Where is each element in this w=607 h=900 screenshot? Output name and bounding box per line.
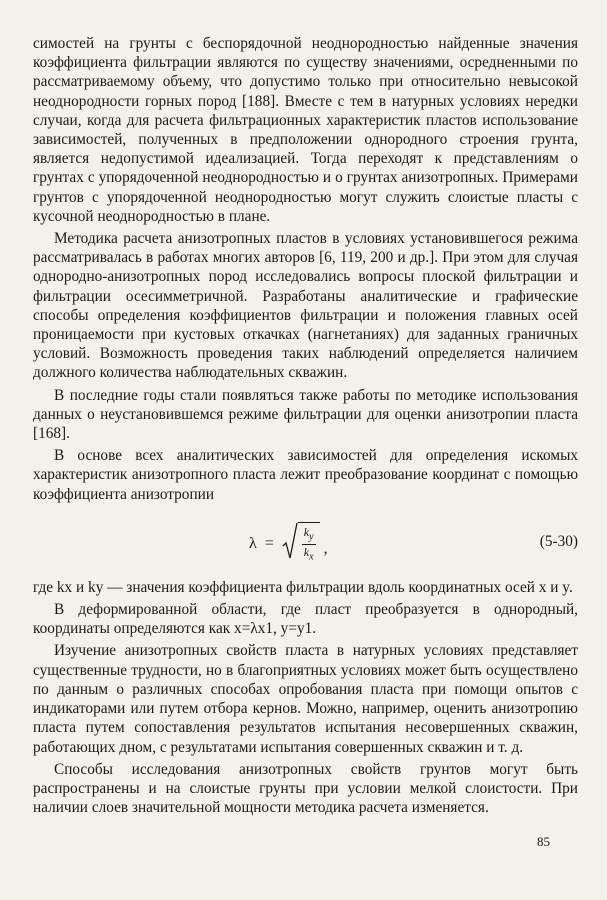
fraction [298, 522, 320, 565]
page-number: 85 [537, 834, 550, 849]
equation-5-30 [33, 510, 578, 574]
paragraph: Способы исследования анизотропных свойств грунтов могут быть распространены и на слоистые грунты при условии мелкой слоистости. При наличии слоев значительной мощности методика расчета изменяется. [33, 760, 578, 817]
formula-comma: , [323, 540, 328, 558]
body-text [33, 34, 578, 817]
paragraph: Изучение анизотропных свойств пласта в натурных условиях представляет существенные трудности, но в благоприятных условиях может быть осуществлено по данным о различных способах опробования пласта при помощи опытов с индикаторами или путем отбора кернов. Можно, например, оценить анизотропию пласта путем сопоставления результатов испытания несовершенных скважин, работающих дном, с результатами испытания совершенных скважин и т. д. [33, 642, 578, 756]
square-root [282, 522, 320, 565]
equation-number: (5-30) [539, 532, 578, 550]
paragraph: В основе всех аналитических зависимостей для определения искомых характеристик анизотропного пласта лежит преобразование координат с помощью коэффициента анизотропии [33, 447, 578, 503]
paragraph: симостей на грунты с беспорядочной неоднородностью найденные значения коэффициента фильтрации являются по существу значениями, осредненными по рассматриваемому объему, что допустимо только при относительно невысокой неоднородности горных пород [188]. Вместе с тем в натурных условиях нередки случаи, когда для расчета фильтрационных характеристик пластов использование зависимостей, полученных в предположении однородного строения грунта, является недопустимой идеализацией. Тогда переходят к представлениям о грунтах с упорядоченной неоднородностью и о грунтах анизотропных. Примерами грунтов с упорядоченной неоднородностью могут служить слоистые пласты с кусочной неоднородностью в плане. [33, 35, 578, 225]
paragraph: Методика расчета анизотропных пластов в условиях установившегося режима рассматривалась в работах многих авторов [6, 119, 200 и др.]. При этом для случая однородно-анизотропных пород исследовались вопросы плоской фильтрации и фильтрации осесимметричной. Разработаны аналитические и графические способы определения коэффициентов фильтрации и положения главных осей проницаемости при кустовых откачках (нагнетаниях) для заданных граничных условий. Возможность проведения таких наблюдений определяется наличием должного количества наблюдательных скважин. [33, 230, 578, 382]
paragraph: В деформированной области, где пласт преобразуется в однородный, координаты определяются как x=λx1, y=y1. [33, 601, 578, 638]
anisotropy-formula [249, 522, 328, 565]
fraction-denominator: $k_x$ [303, 545, 314, 563]
fraction-numerator: $k_y$ [302, 525, 316, 545]
radical-sign-icon [282, 522, 298, 562]
paragraph: В последние годы стали появляться также работы по методике использования данных о неустановившемся режиме фильтрации для оценки анизотропии пласта [168]. [33, 386, 578, 443]
lambda-symbol: λ [249, 534, 257, 552]
equals-sign: = [264, 534, 274, 552]
paragraph: где kx и ky — значения коэффициента фильтрации вдоль координатных осей x и y. [33, 578, 573, 596]
